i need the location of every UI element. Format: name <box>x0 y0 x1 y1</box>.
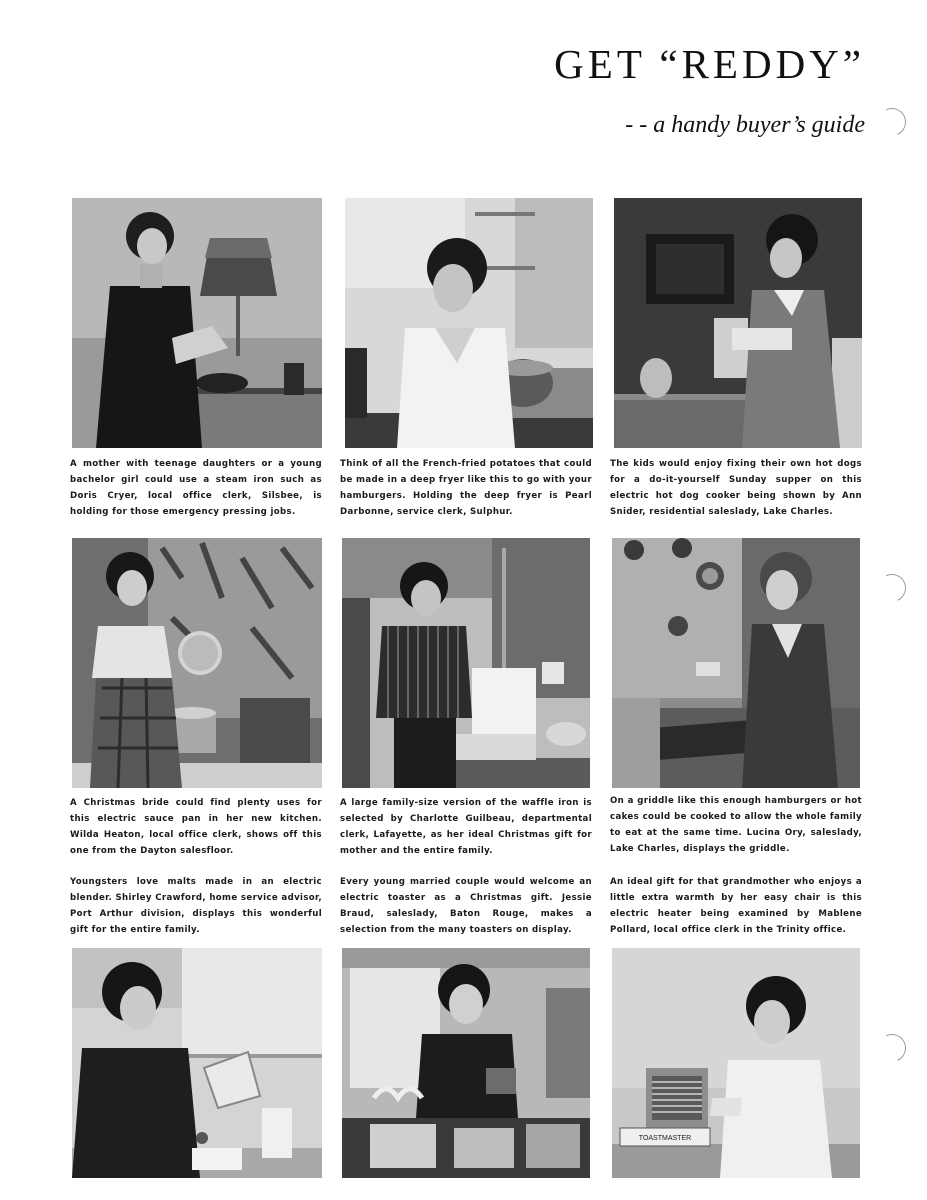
photo-waffle-iron <box>342 538 590 788</box>
binder-hole-middle <box>874 570 910 606</box>
caption-toaster: Every young married couple would welcome an electric toaster as a Christmas gift. Jessie Braud, saleslady, Baton Rouge, makes a selection from the many toasters on display. <box>340 877 592 935</box>
photo-blender <box>72 948 322 1178</box>
photo-toaster <box>342 948 590 1178</box>
caption-steam-iron: A mother with teenage daughters or a young bachelor girl could use a steam iron such as Doris Cryer, local office clerk, Silsbee, is holding for those emergency pressing jobs. <box>70 459 322 517</box>
photo-steam-iron <box>72 198 322 448</box>
photo-hot-dog-cooker <box>614 198 862 448</box>
photo-sauce-pan <box>72 538 322 788</box>
caption-heater: An ideal gift for that grandmother who enjoys a little extra warmth by her easy chair is this electric heater being examined by Mablene Pollard, local office clerk in the Trinity office. <box>610 877 862 935</box>
caption-griddle: On a griddle like this enough hamburgers or hot cakes could be cooked to allow the whole family to eat at the same time. Lucina Ory, saleslady, Lake Charles, displays the griddle. <box>610 796 862 854</box>
heater-box-label: TOASTMASTER <box>638 1135 692 1142</box>
binder-hole-bottom <box>874 1030 910 1066</box>
photo-heater <box>612 948 860 1178</box>
binder-hole-top <box>874 104 910 140</box>
page-subtitle: - - a handy buyer’s guide <box>625 112 865 138</box>
caption-deep-fryer: Think of all the French-fried potatoes that could be made in a deep fryer like this to go with your hamburgers. Holding the deep fryer is Pearl Darbonne, service clerk, Sulphur. <box>340 459 592 517</box>
photo-griddle <box>612 538 860 788</box>
page-title: GET “REDDY” <box>554 41 865 87</box>
photo-deep-fryer <box>345 198 593 448</box>
caption-hot-dog-cooker: The kids would enjoy fixing their own hot dogs for a do-it-yourself Sunday supper on this electric hot dog cooker being shown by Ann Snider, residential saleslady, Lake Charles. <box>610 459 862 517</box>
caption-sauce-pan: A Christmas bride could find plenty uses for this electric sauce pan in her new kitchen. Wilda Heaton, local office clerk, shows off this one from the Dayton salesfloor. <box>70 798 322 856</box>
caption-blender: Youngsters love malts made in an electric blender. Shirley Crawford, home service advisor, Port Arthur division, displays this wonderful gift for the entire family. <box>70 877 322 935</box>
caption-waffle-iron: A large family-size version of the waffle iron is selected by Charlotte Guilbeau, departmental clerk, Lafayette, as her ideal Christmas gift for mother and the entire family. <box>340 798 592 856</box>
